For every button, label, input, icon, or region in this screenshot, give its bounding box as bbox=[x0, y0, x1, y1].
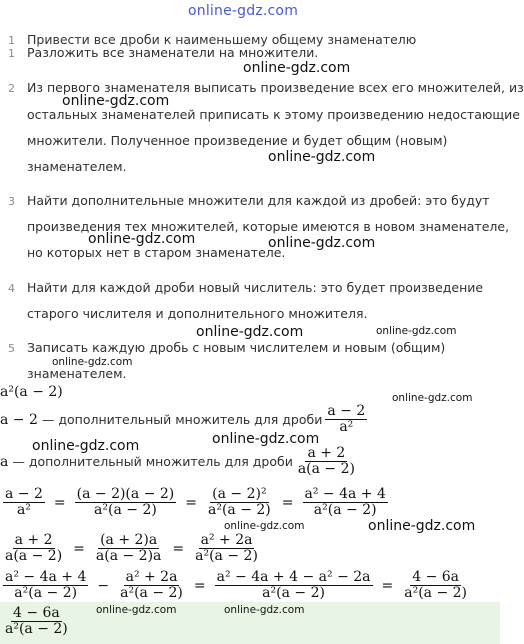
denominator: a(a − 2)a bbox=[95, 548, 162, 564]
equation-1: $\frac{a - 2}{\text{a²}}$ = $\frac{(a - 2)(a - 2)}{\text{a²(a − 2)}}$ = $\frac{\text{(a − 2)²}}{\text{a²(a − 2)}}$ = $\frac{\text{a² − 4a + 4}}{\text{a²(a − 2)}}$ bbox=[5, 486, 386, 518]
site-title[interactable]: online-gdz.com bbox=[188, 3, 299, 19]
watermark: online-gdz.com bbox=[52, 356, 133, 368]
factor-description: — дополнительный множитель для дроби bbox=[12, 454, 293, 469]
fraction bbox=[325, 404, 367, 435]
step-text: Найти дополнительные множители для каждой из дробей: это будут bbox=[27, 193, 490, 208]
step-number: 3 bbox=[8, 195, 15, 208]
fraction bbox=[94, 533, 164, 564]
denominator: a²(a − 2) bbox=[14, 585, 78, 601]
step-text: знаменателем. bbox=[27, 366, 127, 381]
fraction bbox=[206, 487, 273, 518]
step-text: Записать каждую дробь с новым числителем и новым (общим) bbox=[27, 340, 446, 355]
step-text: но которых нет в старом знаменателе. bbox=[27, 245, 286, 260]
fraction bbox=[3, 533, 64, 564]
common-denominator: a²(a − 2) bbox=[0, 384, 63, 400]
denominator: a(a − 2) bbox=[297, 461, 355, 477]
clipped-step: 1 Привести все дроби к наименьшему общему знаменателю bbox=[8, 32, 417, 47]
denominator: a²(a − 2) bbox=[313, 502, 377, 518]
denominator: a²(a − 2) bbox=[5, 621, 68, 637]
numerator: 4 − 6a bbox=[412, 569, 460, 585]
step-text: Найти для каждой дроби новый числитель: это будет произведение bbox=[27, 280, 484, 295]
watermark: online-gdz.com bbox=[88, 231, 196, 247]
step-number: 4 bbox=[8, 282, 15, 295]
fraction bbox=[303, 487, 388, 518]
denominator: a²(a − 2) bbox=[195, 548, 258, 564]
denominator: a²(a − 2) bbox=[404, 585, 468, 601]
fraction bbox=[215, 570, 373, 601]
step-number: 2 bbox=[8, 82, 15, 95]
denominator: a² bbox=[339, 419, 354, 435]
numerator: a + 2 bbox=[307, 445, 346, 461]
watermark: online-gdz.com bbox=[32, 438, 140, 454]
fraction bbox=[75, 487, 177, 518]
fraction bbox=[3, 606, 70, 637]
step-text: остальных знаменателей приписать к этому произведению недостающие bbox=[27, 107, 520, 122]
numerator: a² + 2a bbox=[125, 569, 178, 585]
step-text: произведения тех множителей, которые имеются в новом знаменателе, bbox=[27, 219, 510, 234]
fraction bbox=[193, 533, 260, 564]
watermark: online-gdz.com bbox=[392, 392, 473, 404]
numerator: a + 2 bbox=[14, 532, 53, 548]
numerator: (a − 2)² bbox=[212, 486, 267, 502]
numerator: a² − 4a + 4 − a² − 2a bbox=[216, 569, 371, 585]
denominator: a(a − 2) bbox=[5, 548, 63, 564]
answer bbox=[0, 606, 73, 637]
numerator: a − 2 bbox=[327, 403, 366, 419]
step-number: 1 bbox=[8, 47, 15, 60]
watermark: online-gdz.com bbox=[268, 149, 376, 165]
factor-value: a bbox=[0, 453, 9, 470]
equation-2: $\frac{a + 2}{a(a - 2)}$ = $\frac{(a + 2)a}{a(a - 2)a}$ = $\frac{\text{a² + 2a}}{\text{a²(a − 2)}}$ bbox=[5, 532, 258, 564]
fraction bbox=[3, 570, 88, 601]
watermark: online-gdz.com bbox=[212, 431, 320, 447]
step-text: Разложить все знаменатели на множители. bbox=[27, 45, 319, 60]
factor-description: — дополнительный множитель для дроби bbox=[41, 412, 323, 427]
fraction bbox=[296, 446, 357, 477]
numerator: a − 2 bbox=[5, 486, 43, 502]
denominator: a²(a − 2) bbox=[120, 585, 183, 601]
denominator: a² bbox=[16, 502, 31, 518]
denominator: a²(a − 2) bbox=[207, 502, 271, 518]
equation-3: $\frac{\text{a² − 4a + 4}}{\text{a²(a − 2)}}$ − $\frac{\text{a² + 2a}}{\text{a²(a − 2)}}$ = $\frac{\text{a² − 4a + 4 − a² − 2a}}{\text{a²(a − 2)}}$ = $\frac{4 - 6a}{\text{a²(a − 2)}}$ bbox=[5, 569, 468, 601]
header bbox=[0, 0, 500, 47]
denominator: a²(a − 2) bbox=[94, 502, 157, 518]
watermark: online-gdz.com bbox=[96, 604, 177, 616]
numerator: 4 − 6a bbox=[12, 605, 60, 621]
numerator: a² − 4a + 4 bbox=[5, 569, 87, 585]
numerator: a² + 2a bbox=[200, 532, 253, 548]
numerator: (a − 2)(a − 2) bbox=[76, 486, 175, 502]
watermark: online-gdz.com bbox=[196, 324, 304, 340]
step-text: знаменателем. bbox=[27, 159, 127, 174]
step-text: множители. Полученное произведение и будет общим (новым) bbox=[27, 133, 448, 148]
watermark: online-gdz.com bbox=[243, 60, 351, 76]
step-text: Из первого знаменателя выписать произведение всех его множителей, из bbox=[27, 80, 524, 95]
denominator: a²(a − 2) bbox=[262, 585, 325, 601]
step-text: старого числителя и дополнительного множителя. bbox=[27, 306, 368, 321]
watermark: online-gdz.com bbox=[268, 235, 376, 251]
fraction bbox=[3, 487, 45, 518]
factor-value: a − 2 bbox=[0, 411, 38, 428]
watermark: online-gdz.com bbox=[224, 604, 305, 616]
numerator: a² − 4a + 4 bbox=[304, 486, 386, 502]
numerator: (a + 2)a bbox=[100, 532, 158, 548]
fraction bbox=[402, 570, 469, 601]
watermark: online-gdz.com bbox=[224, 520, 305, 532]
step-number: 5 bbox=[8, 342, 15, 355]
watermark: online-gdz.com bbox=[368, 518, 476, 534]
watermark: online-gdz.com bbox=[62, 93, 170, 109]
watermark: online-gdz.com bbox=[376, 325, 457, 337]
fraction bbox=[118, 570, 185, 601]
